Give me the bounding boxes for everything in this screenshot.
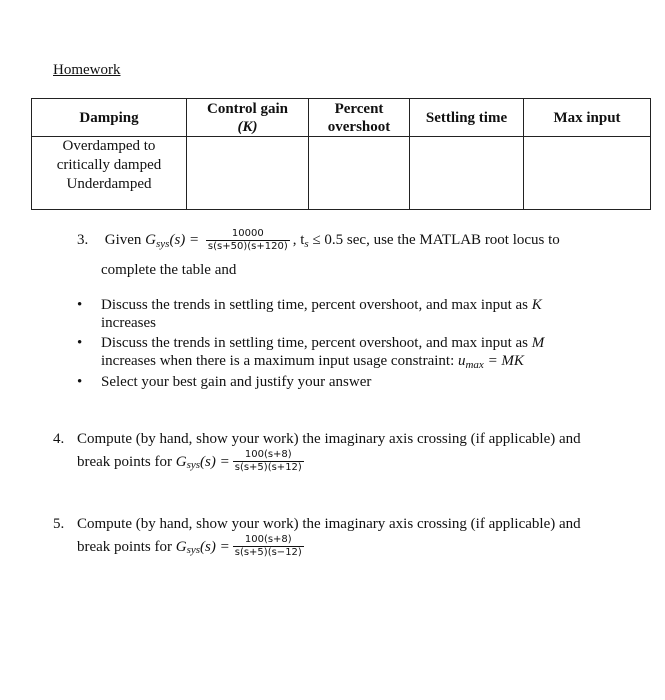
header-percent-line1: Percent xyxy=(334,100,384,117)
bullet-1-text: Discuss the trends in settling time, percent overshoot, and max input as xyxy=(101,297,532,313)
question-4 xyxy=(53,429,633,474)
q5-line1: Compute (by hand, show your work) the imaginary axis crossing (if applicable) and xyxy=(77,516,581,532)
bullet-1-line2: increases xyxy=(101,315,156,331)
table-header-row xyxy=(32,99,651,137)
q4-g: G xyxy=(175,453,187,470)
header-control-gain-line1: Control gain xyxy=(207,100,288,117)
q5-gsub: sys xyxy=(186,543,201,556)
q5-denominator: s(s+5)(s−12) xyxy=(234,547,302,558)
q3-g: G xyxy=(145,231,157,248)
row-label-overdamped-1: Overdamped to xyxy=(62,138,156,154)
q5-arg: (s) = xyxy=(200,538,230,555)
q5-numerator: 100(s+8) xyxy=(233,534,304,547)
q4-arg: (s) = xyxy=(200,453,230,470)
q4-line2: break points for xyxy=(77,453,172,470)
cell-overshoot xyxy=(309,137,410,210)
q3-continuation: complete the table and xyxy=(101,262,237,278)
bullet-2-var: M xyxy=(531,335,545,351)
header-control-gain xyxy=(187,99,309,137)
q4-number: 4. xyxy=(53,431,65,447)
q3-ts: , t xyxy=(292,231,305,248)
bullet-1-var: K xyxy=(531,297,542,313)
header-control-gain-line2: (K) xyxy=(237,118,258,135)
q3-numerator: 10000 xyxy=(206,228,290,241)
q5-g: G xyxy=(175,538,187,555)
bullet-2-usub: max xyxy=(465,359,484,371)
bullet-list xyxy=(77,296,617,393)
q5-line2: break points for xyxy=(77,538,172,555)
list-item: • Discuss the trends in settling time, percent overshoot, and max input as M increases when there is a maximum input usage constraint: $u_{max}$ = MK xyxy=(77,335,545,371)
question-3 xyxy=(77,228,637,253)
table-row xyxy=(32,137,651,210)
q3-number: 3. xyxy=(77,231,89,248)
list-item: • Select your best gain and justify your answer xyxy=(77,374,372,390)
q4-denominator: s(s+5)(s+12) xyxy=(234,462,302,473)
header-percent-line2: overshoot xyxy=(327,118,391,135)
homework-heading: Homework xyxy=(53,62,121,78)
cell-settling xyxy=(410,137,524,210)
q4-numerator: 100(s+8) xyxy=(233,449,304,462)
bullet-2-eq: = MK xyxy=(483,353,524,369)
list-item: • Discuss the trends in settling time, percent overshoot, and max input as K increases xyxy=(77,297,542,331)
q3-ts-rest: ≤ 0.5 sec, use the MATLAB root locus to xyxy=(312,231,560,248)
question-5 xyxy=(53,514,633,559)
q4-line1: Compute (by hand, show your work) the imaginary axis crossing (if applicable) and xyxy=(77,431,581,447)
q4-gsub: sys xyxy=(186,458,201,471)
q3-denominator: s(s+50)(s+120) xyxy=(207,241,288,252)
bullet-2-line2: increases when there is a maximum input usage constraint: xyxy=(101,353,458,369)
q3-gsub: sys xyxy=(156,237,170,250)
q3-given: Given xyxy=(104,231,142,248)
homework-table xyxy=(31,98,651,210)
header-percent-overshoot xyxy=(309,99,410,137)
header-damping: Damping xyxy=(32,99,187,137)
q4-fraction xyxy=(233,449,304,474)
row-label-overdamped-2: critically damped xyxy=(56,157,162,173)
bullet-2-text: Discuss the trends in settling time, percent overshoot, and max input as xyxy=(101,335,532,351)
bullet-3-text: Select your best gain and justify your answer xyxy=(101,374,372,390)
cell-gain xyxy=(187,137,309,210)
q5-number: 5. xyxy=(53,516,65,532)
q3-fraction xyxy=(206,228,290,253)
q3-arg: (s) = xyxy=(169,231,200,248)
bullet-2-u: u xyxy=(457,353,466,369)
q5-fraction xyxy=(233,534,304,559)
q3-ts-sub: s xyxy=(304,237,309,250)
header-settling-time: Settling time xyxy=(410,99,524,137)
row-label-underdamped: Underdamped xyxy=(66,176,152,192)
header-max-input: Max input xyxy=(524,99,651,137)
cell-damping xyxy=(32,137,187,210)
cell-max-input xyxy=(524,137,651,210)
